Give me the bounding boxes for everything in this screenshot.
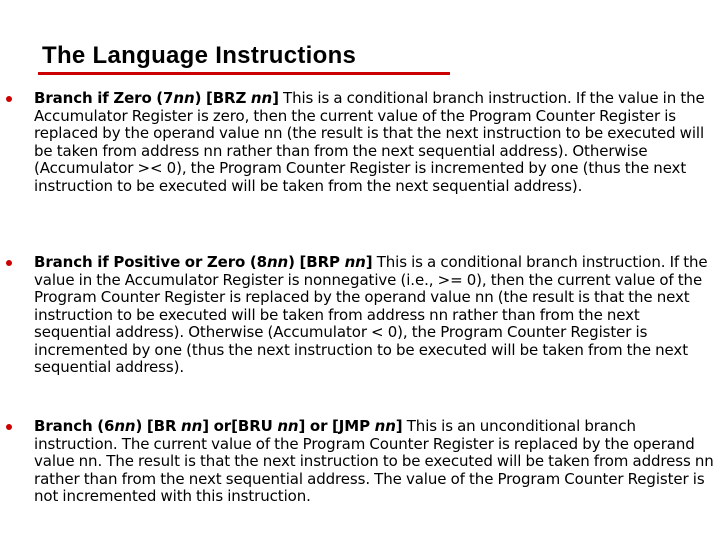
bullet-heading: Branch (6nn) [BR nn] or[BRU nn] or [JMP nn] [34, 417, 403, 435]
bullet-dot-icon [6, 260, 12, 266]
bullet-text [34, 418, 714, 506]
bullet-heading: Branch if Positive or Zero (8nn) [BRP nn] [34, 253, 373, 271]
bullet-body: This is a conditional branch instruction. If the value in the Accumulator Register is zero, then the current value of the Program Counter Register is replaced by the operand value nn (the result is that the next instruction to be executed will be taken from address nn rather than from the next sequential address). Otherwise (Accumulator >< 0), the Program Counter Register is incremented by one (thus the next instruction to be executed will be taken from the next sequential address). [34, 89, 705, 195]
bullet-heading: Branch if Zero (7nn) [BRZ nn] [34, 89, 279, 107]
bullet-body: This is an unconditional branch instruction. The current value of the Program Counter Register is replaced by the operand value nn. The result is that the next instruction to be executed will be taken from address nn rather than from the next sequential address. The value of the Program Counter Register is not incremented with this instruction. [34, 417, 714, 505]
bullet-dot-icon [6, 96, 12, 102]
slide-title: The Language Instructions [42, 42, 357, 69]
bullet-dot-icon [6, 424, 12, 430]
bullet-body: This is a conditional branch instruction. If the value in the Accumulator Register is nonnegative (i.e., >= 0), then the current value of the Program Counter Register is replaced by the operand value nn (the result is that the next instruction to be executed will be taken from address nn rather than from the next sequential address). Otherwise (Accumulator < 0), the Program Counter Register is incremented by one (thus the next instruction to be executed will be taken from the next sequential address). [34, 253, 708, 376]
bullet-text [34, 254, 714, 377]
bullet-text [34, 90, 714, 195]
